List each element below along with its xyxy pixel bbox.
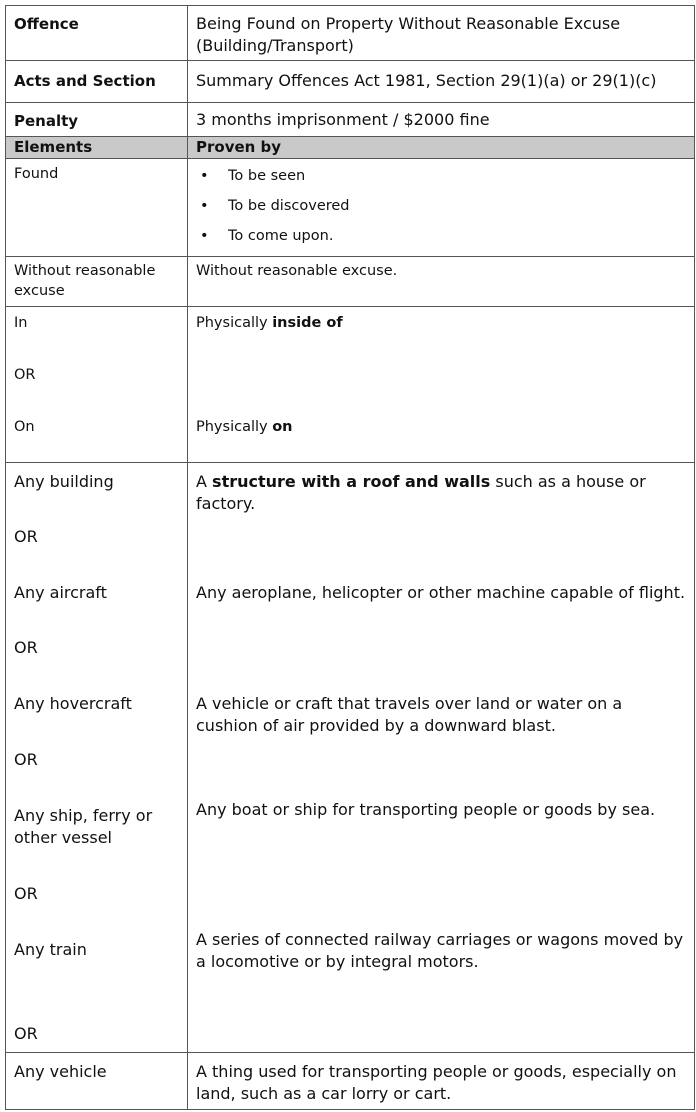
hovercraft-element: Any hovercraft (14, 694, 132, 713)
vehicle-proof: A thing used for transporting people or goods, especially on land, such as a car lorry or cart. (196, 1062, 677, 1103)
vehicle-row (6, 1053, 695, 1110)
vehicle-element: Any vehicle (14, 1062, 107, 1081)
offence-table (5, 5, 695, 1110)
ship-element: Any ship, ferry or other vessel (14, 806, 153, 847)
acts-row (6, 61, 695, 103)
proven-by-header: Proven by (196, 138, 282, 156)
hovercraft-proof: A vehicle or craft that travels over land or water on a cushion of air provided by a downward blast. (196, 694, 623, 735)
penalty-row (6, 103, 695, 137)
on-proof: Physically on (196, 419, 293, 435)
list-item: • To be seen (200, 168, 306, 184)
offence-row (6, 6, 695, 61)
offence-label: Offence (14, 15, 79, 33)
or-separator: OR (14, 367, 36, 383)
in-proof: Physically inside of (196, 315, 343, 331)
found-row (6, 159, 695, 257)
acts-label: Acts and Section (14, 72, 156, 90)
acts-value: Summary Offences Act 1981, Section 29(1)(a) or 29(1)(c) (196, 71, 657, 90)
aircraft-proof: Any aeroplane, helicopter or other machine capable of flight. (196, 583, 686, 602)
excuse-element: Without reasonable excuse (14, 263, 156, 299)
building-element: Any building (14, 472, 114, 491)
train-proof: A series of connected railway carriages or wagons moved by a locomotive or by integral motors. (196, 930, 684, 971)
found-element: Found (14, 166, 59, 182)
building-proof: A structure with a roof and walls such as a house or factory. (196, 472, 646, 513)
ship-proof: Any boat or ship for transporting people or goods by sea. (196, 800, 656, 819)
in-on-row (6, 307, 695, 463)
train-element: Any train (14, 940, 87, 959)
bullet-icon: • (200, 168, 209, 184)
or-separator: OR (14, 884, 38, 903)
property-row (6, 463, 695, 1053)
offence-value: Being Found on Property Without Reasonable Excuse (Building/Transport) (196, 14, 621, 55)
list-item: • To be discovered (200, 198, 350, 214)
excuse-proof: Without reasonable excuse. (196, 263, 398, 279)
excuse-row (6, 257, 695, 307)
column-header-row (6, 137, 695, 159)
found-bullet-list (196, 166, 686, 256)
elements-header: Elements (14, 138, 93, 156)
or-separator: OR (14, 527, 38, 546)
or-separator: OR (14, 750, 38, 769)
bullet-icon: • (200, 228, 209, 244)
penalty-label: Penalty (14, 112, 79, 130)
in-element: In (14, 315, 28, 331)
aircraft-element: Any aircraft (14, 583, 107, 602)
bullet-icon: • (200, 198, 209, 214)
penalty-value: 3 months imprisonment / $2000 fine (196, 110, 490, 129)
list-item: • To come upon. (200, 228, 334, 244)
on-element: On (14, 419, 35, 435)
or-separator: OR (14, 1024, 38, 1043)
or-separator: OR (14, 638, 38, 657)
